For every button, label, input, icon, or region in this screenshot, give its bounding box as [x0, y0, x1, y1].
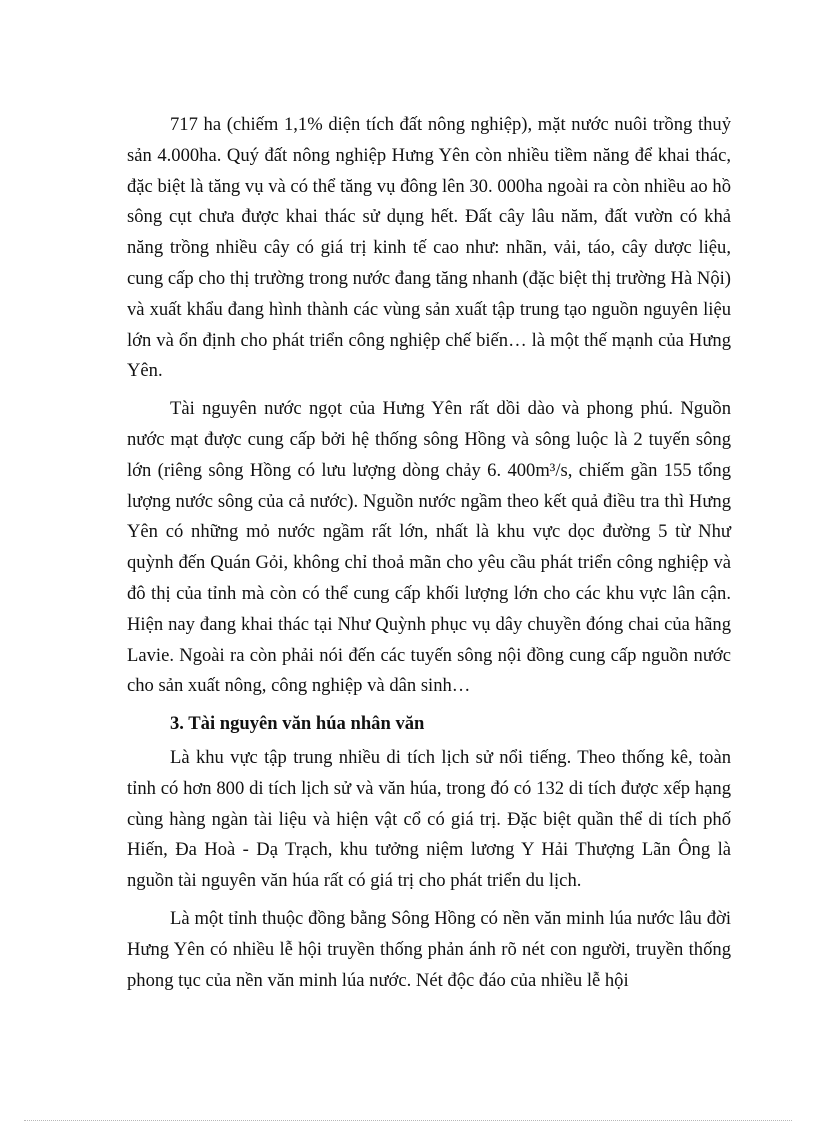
paragraph-festivals: Là một tỉnh thuộc đồng bằng Sông Hồng có nền văn minh lúa nước lâu đời Hưng Yên có nhiều lễ hội truyền thống phản ánh rõ nét con người, truyền thống phong tục của nền văn minh lúa nước. Nét độc đáo của nhiều lễ hội [127, 907, 731, 991]
paragraph-water-resources: Tài nguyên nước ngọt của Hưng Yên rất dồi dào và phong phú. Nguồn nước mạt được cung cấp bởi hệ thống sông Hồng và sông luộc là 2 tuyến sông lớn (riêng sông Hồng có lưu lượng dòng chảy 6. 400m³/s, chiếm gần 155 tổng lượng nước sông của cả nước). Nguồn nước ngầm theo kết quả điều tra thì Hưng Yên có những mỏ nước ngầm rất lớn, nhất là khu vực dọc đường 5 từ Như quỳnh đến Quán Gỏi, không chỉ thoả mãn cho yêu cầu phát triển công nghiệp và đô thị của tỉnh mà còn có thể cung cấp khối lượng lớn cho các khu vực lân cận. Hiện nay đang khai thác tại Như Quỳnh phục vụ dây chuyền đóng chai của hãng Lavie. Ngoài ra còn phải nói đến các tuyến sông nội đồng cung cấp nguồn nước cho sản xuất nông, công nghiệp và dân sinh… [127, 398, 731, 697]
paragraph-agricultural-land: 717 ha (chiếm 1,1% diện tích đất nông nghiệp), mặt nước nuôi trồng thuỷ sản 4.000ha. Quý đất nông nghiệp Hưng Yên còn nhiều tiềm năng để khai thác, đặc biệt là tăng vụ và có thể tăng vụ đông lên 30. 000ha ngoài ra còn nhiều ao hồ sông cụt chưa được khai thác sử dụng hết. Đất cây lâu năm, đất vườn có khả năng trồng nhiều cây có giá trị kinh tế cao như: nhãn, vải, táo, cây dược liệu, cung cấp cho thị trường trong nước đang tăng nhanh (đặc biệt thị trường Hà Nội) và xuất khẩu đang hình thành các vùng sản xuất tập trung tạo nguồn nguyên liệu lớn và ổn định cho phát triển công nghiệp chế biến… là một thế mạnh của Hưng Yên. [127, 114, 731, 382]
paragraph-historic-sites: Là khu vực tập trung nhiều di tích lịch sử nổi tiếng. Theo thống kê, toàn tỉnh có hơn 800 di tích lịch sử và văn húa, trong đó có 132 di tích được xếp hạng cùng hàng ngàn tài liệu và hiện vật cổ có giá trị. Đặc biệt quần thể di tích phố Hiến, Đa Hoà - Dạ Trạch, khu tưởng niệm lương Y Hải Thượng Lãn Ông là nguồn tài nguyên văn húa rất có giá trị cho phát triển du lịch. [127, 746, 731, 892]
page-bottom-divider [24, 1120, 792, 1121]
section-heading: 3. Tài nguyên văn húa nhân văn [170, 713, 425, 735]
document-page [127, 110, 731, 1003]
